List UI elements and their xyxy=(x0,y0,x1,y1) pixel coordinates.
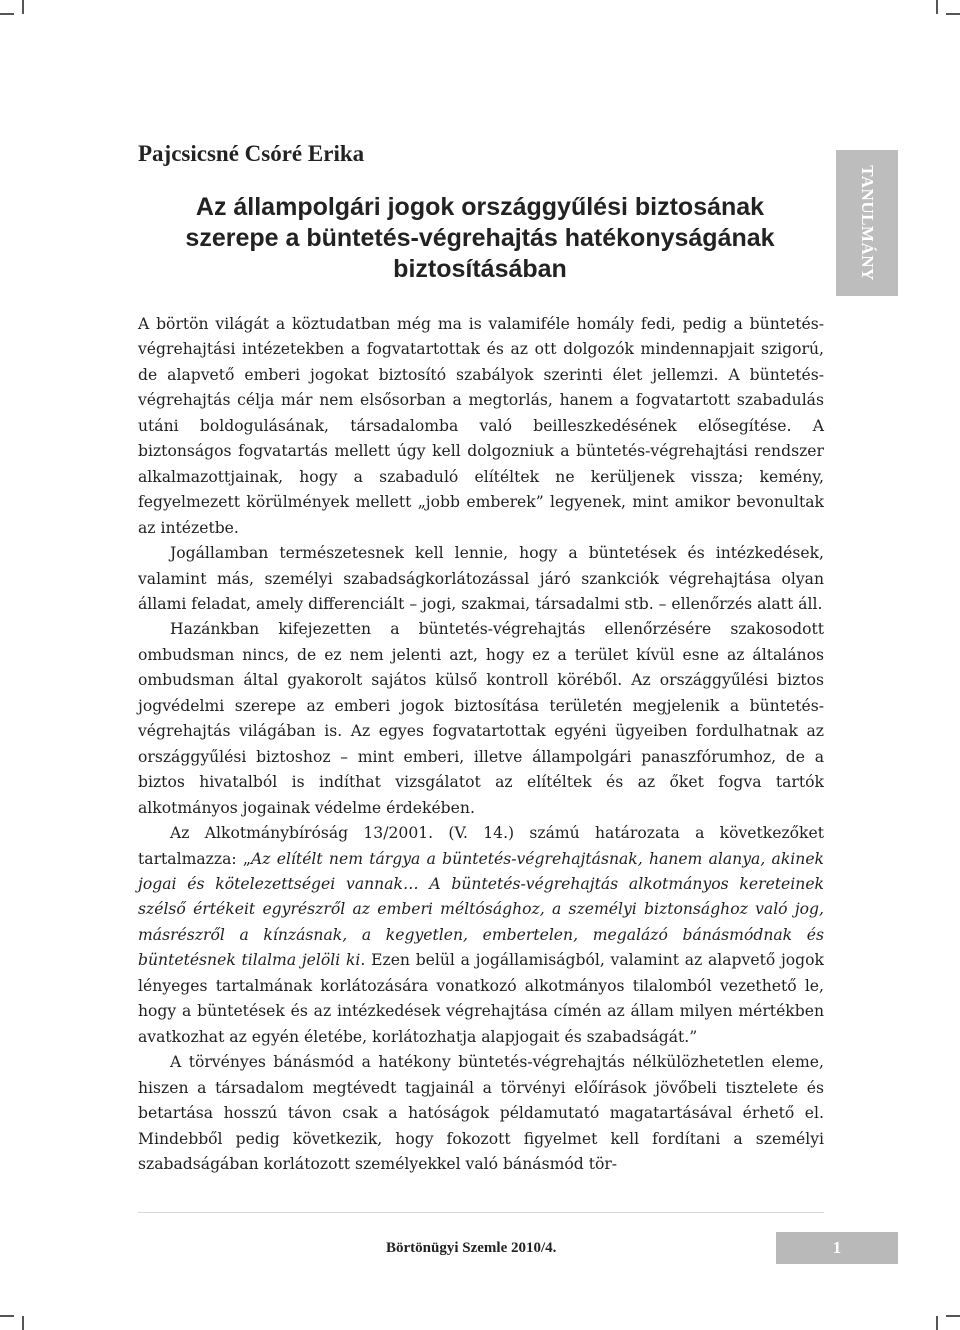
crop-mark xyxy=(936,1316,938,1330)
crop-mark xyxy=(946,13,960,15)
paragraph: Jogállamban természetesnek kell lennie, hogy a büntetések és intézkedések, valamint más, személyi szabadságkorlátozással járó szankciók végrehajtása olyan állami feladat, amely differenciált – jogi, szakmai, társadalmi stb. – ellenőrzés alatt áll. xyxy=(138,544,824,613)
crop-mark xyxy=(22,0,24,14)
journal-name: Börtönügyi Szemle 2010/4. xyxy=(386,1240,557,1256)
quote-continuation: Ezen belül a jogállamiságból, valamint az alapvető jogok lényeges tartalmának korlátozására vonatkozó alkotmányos tilalomból vezethető le, hogy a büntetések és az intézkedések végrehajtása címén az állam milyen mértékben avatkozhat az egyén életébe, korlátozhatja alapjogait és szabadságát.” xyxy=(138,951,824,1046)
article-author: Pajcsicsné Csóré Erika xyxy=(138,141,365,166)
crop-mark xyxy=(0,1315,14,1317)
paragraph: Hazánkban kifejezetten a büntetés-végrehajtás ellenőrzésére szakosodott ombudsman nincs, de ez nem jelenti azt, hogy ez a terület kívül esne az általános ombudsman által gyakorolt sajátos külső kontroll köréből. Az országgyűlési biztos jogvédelmi szerepe az emberi jogok biztosítása területén megjelenik a büntetés-végrehajtás világában is. Az egyes fogvatartottak egyéni ügyeiben fordulhatnak az országgyűlési biztoshoz – mint emberi, illetve állampolgári panaszfórumhoz, de a biztos hivatalból is indíthat vizsgálatot az elítéltek és az őket fogva tartók alkotmányos jogainak védelme érdekében. xyxy=(138,620,824,817)
crop-mark xyxy=(946,1315,960,1317)
quote-intro: Az Alkotmánybíróság 13/2001. (V. 14.) számú határozata a következőket tartalmazza: „ xyxy=(138,824,824,868)
paragraph: A törvényes bánásmód a hatékony büntetés-végrehajtás nélkülözhetetlen eleme, hiszen a társadalom megtévedt tagjainál a törvényi előírások jövőbeli tisztelete és betartása hosszú távon csak a hatóságok példamutató magatartásával érhető el. Mindebből pedig következik, hogy fokozott figyelmet kell fordítani a személyi szabadságában korlátozott személyekkel való bánásmód tör- xyxy=(138,1053,824,1173)
crop-mark xyxy=(0,13,14,15)
section-tab-label: TANULMÁNY xyxy=(858,165,877,281)
section-tab xyxy=(836,150,898,296)
article-body xyxy=(138,312,824,1177)
court-quote: Az elítélt nem tárgya a büntetés-végrehajtásnak, hanem alanya, akinek jogai és kötelezettségei vannak… A büntetés-végrehajtás alkotmányos kereteinek szélső értékeit egyrészről az emberi méltósághoz, a személyi biztonsághoz való jog, másrészről a kínzásnak, a kegyetlen, embertelen, megalázó bánásmódnak és büntetésnek tilalma jelöli ki. xyxy=(138,849,825,970)
paragraph: A börtön világát a köztudatban még ma is valamiféle homály fedi, pedig a büntetés-végrehajtási intézetekben a fogvatartottak és az ott dolgozók mindennapjait szigorú, de alapvető emberi jogokat biztosító szabályok szerinti élet jellemzi. A büntetés-végrehajtás célja már nem elsősorban a megtorlás, hanem a fogvatartott szabadulás utáni boldogulásának, társadalomba való beilleszkedésének elősegítése. A biztonságos fogvatartás mellett úgy kell dolgozniuk a büntetés-végrehajtási rendszer alkalmazottjainak, hogy a szabaduló elítéltek ne kerüljenek vissza; kemény, fegyelmezett körülmények mellett „jobb emberek” legyenek, mint amikor bevonultak az intézetbe. xyxy=(138,315,824,537)
paragraph-with-quote xyxy=(138,821,824,1050)
crop-mark xyxy=(22,1316,24,1330)
page-number-box xyxy=(776,1232,898,1264)
article-title: Az állampolgári jogok országgyűlési biztosának szerepe a büntetés-végrehajtás hatékonyságának biztosításában xyxy=(185,193,775,283)
page-number: 1 xyxy=(832,1238,842,1257)
crop-mark xyxy=(936,0,938,14)
footer-divider xyxy=(138,1212,824,1213)
